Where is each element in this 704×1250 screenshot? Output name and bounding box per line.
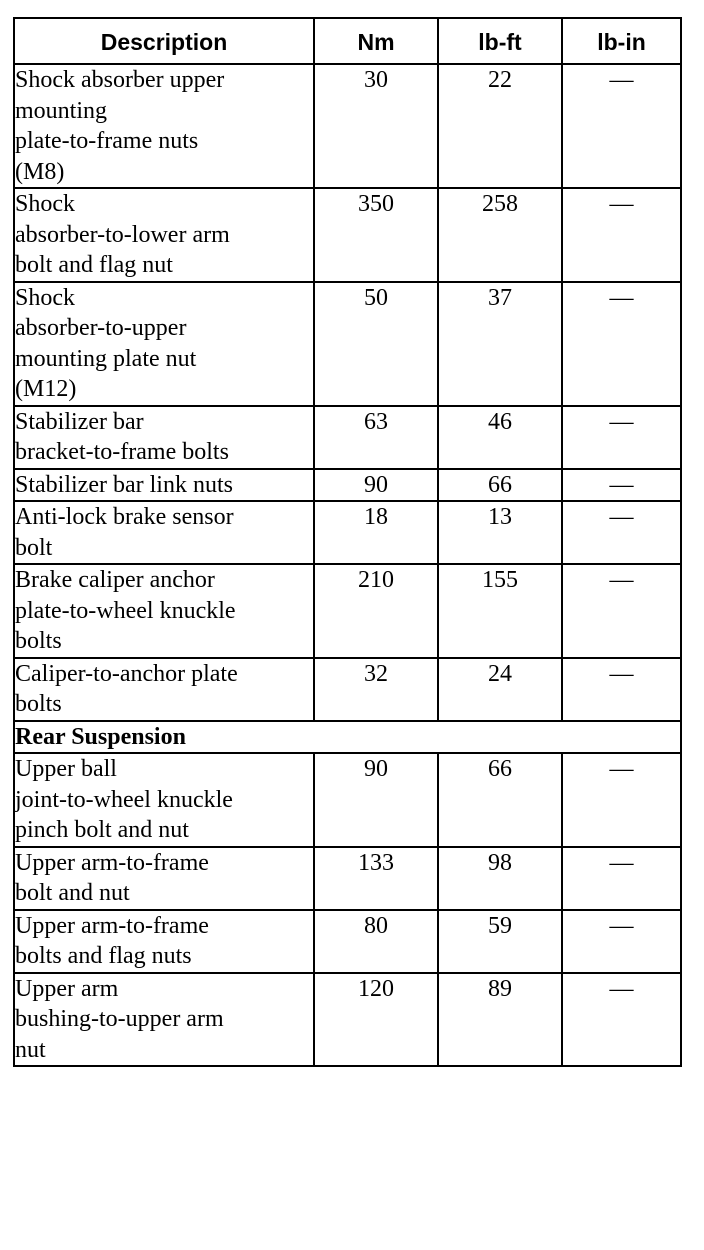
header-lb-in: lb-in [562, 18, 681, 64]
row-lb-ft: 13 [438, 501, 562, 564]
row-lb-ft: 37 [438, 282, 562, 406]
table-row [14, 658, 681, 721]
row-lb-ft: 66 [438, 469, 562, 502]
row-lb-ft: 89 [438, 973, 562, 1067]
row-nm: 120 [314, 973, 438, 1067]
row-lb-in: — [562, 406, 681, 469]
row-description: Anti-lock brake sensor bolt [14, 501, 314, 564]
table-row [14, 753, 681, 847]
row-nm: 90 [314, 753, 438, 847]
row-nm: 133 [314, 847, 438, 910]
row-lb-in: — [562, 188, 681, 282]
table-row [14, 564, 681, 658]
section-row [14, 721, 681, 754]
row-lb-ft: 258 [438, 188, 562, 282]
row-lb-ft: 59 [438, 910, 562, 973]
row-description: Brake caliper anchor plate-to-wheel knuckle bolts [14, 564, 314, 658]
header-row [14, 18, 681, 64]
table-row [14, 847, 681, 910]
row-lb-in: — [562, 658, 681, 721]
row-lb-in: — [562, 501, 681, 564]
table-row [14, 973, 681, 1067]
row-description: Upper arm bushing-to-upper arm nut [14, 973, 314, 1067]
row-lb-ft: 155 [438, 564, 562, 658]
row-lb-in: — [562, 753, 681, 847]
row-lb-in: — [562, 282, 681, 406]
row-lb-in: — [562, 469, 681, 502]
row-description: Stabilizer bar bracket-to-frame bolts [14, 406, 314, 469]
row-description: Upper arm-to-frame bolt and nut [14, 847, 314, 910]
row-nm: 80 [314, 910, 438, 973]
table-row [14, 469, 681, 502]
row-lb-ft: 24 [438, 658, 562, 721]
table-row [14, 64, 681, 188]
row-lb-ft: 66 [438, 753, 562, 847]
row-lb-ft: 22 [438, 64, 562, 188]
row-description: Stabilizer bar link nuts [14, 469, 314, 502]
row-lb-in: — [562, 973, 681, 1067]
header-lb-ft: lb-ft [438, 18, 562, 64]
section-title: Rear Suspension [14, 721, 681, 754]
table-row [14, 501, 681, 564]
table-row [14, 188, 681, 282]
row-nm: 50 [314, 282, 438, 406]
header-nm: Nm [314, 18, 438, 64]
row-nm: 30 [314, 64, 438, 188]
row-lb-in: — [562, 564, 681, 658]
header-description: Description [14, 18, 314, 64]
row-description: Caliper-to-anchor plate bolts [14, 658, 314, 721]
row-description: Upper arm-to-frame bolts and flag nuts [14, 910, 314, 973]
row-description: Shock absorber upper mounting plate-to-frame nuts (M8) [14, 64, 314, 188]
row-nm: 350 [314, 188, 438, 282]
row-nm: 90 [314, 469, 438, 502]
row-lb-ft: 46 [438, 406, 562, 469]
row-nm: 18 [314, 501, 438, 564]
row-nm: 32 [314, 658, 438, 721]
row-description: Upper ball joint-to-wheel knuckle pinch bolt and nut [14, 753, 314, 847]
row-description: Shock absorber-to-lower arm bolt and flag nut [14, 188, 314, 282]
row-description: Shock absorber-to-upper mounting plate nut (M12) [14, 282, 314, 406]
table-row [14, 910, 681, 973]
torque-spec-table [13, 17, 682, 1067]
table-row [14, 282, 681, 406]
row-lb-in: — [562, 910, 681, 973]
row-nm: 210 [314, 564, 438, 658]
row-nm: 63 [314, 406, 438, 469]
row-lb-in: — [562, 64, 681, 188]
table-row [14, 406, 681, 469]
row-lb-ft: 98 [438, 847, 562, 910]
row-lb-in: — [562, 847, 681, 910]
